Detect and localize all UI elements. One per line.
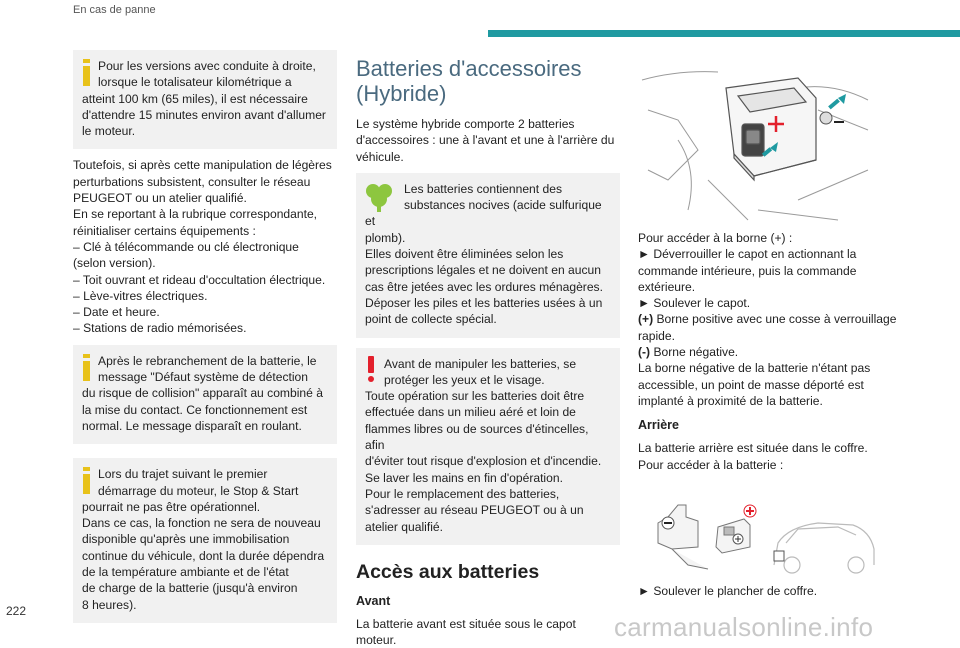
subtitle-rear: Arrière (638, 418, 679, 433)
info-icon (82, 466, 91, 494)
text-line: La batterie avant est située sous le capot (356, 616, 576, 631)
text-line: – Date et heure. (73, 305, 160, 320)
text-line: – Lève-vitres électriques. (73, 288, 208, 303)
text-line: substances nocives (acide sulfurique et (365, 198, 602, 229)
recycle-eco-icon (365, 181, 397, 213)
page-number: 222 (6, 604, 27, 618)
front-battery-illustration (638, 50, 878, 228)
text-line: Le système hybride comporte 2 batteries (356, 117, 575, 131)
text-line: la mise du contact. Ce fonctionnement est (82, 402, 308, 417)
text-line: réinitialiser certains équipements : (73, 223, 256, 238)
text-line: Pour accéder à la batterie : (638, 457, 784, 472)
text-line: Se laver les mains en fin d'opération. (365, 470, 563, 485)
section-title-accessory-batteries: Batteries d'accessoires (356, 56, 582, 81)
text-line: Avant de manipuler les batteries, se (384, 356, 577, 371)
text-line: – Toit ouvrant et rideau d'occultation électrique. (73, 272, 326, 287)
text-line: – Stations de radio mémorisées. (73, 321, 247, 336)
text-line: atteint 100 km (65 miles), il est nécessaire (82, 91, 308, 106)
text-line: véhicule. (356, 149, 404, 164)
text-line: le moteur. (82, 124, 136, 139)
text-line: de charge de la batterie (jusqu'à environ (82, 581, 298, 596)
column-1 (73, 50, 337, 623)
text-line: normal. Le message disparaît en roulant. (82, 418, 302, 433)
text-line: Après le rebranchement de la batterie, le (98, 353, 317, 368)
text-line: La borne négative de la batterie n'étant pas (638, 361, 871, 376)
text-line: s'adresser au réseau PEUGEOT ou à un (365, 503, 584, 518)
text-line: – Clé à télécommande ou clé électronique (73, 239, 299, 254)
note-text (365, 356, 611, 535)
text-line: En se reportant à la rubrique correspondante, (73, 207, 318, 222)
text-line: Lors du trajet suivant le premier (98, 467, 268, 482)
text-line: La batterie arrière est située dans le coffre. (638, 441, 868, 456)
positive-terminal-label: (+) (638, 312, 654, 327)
text-line: (selon version). (73, 256, 156, 271)
positive-terminal-line-2: rapide. (638, 328, 675, 343)
text-line: continue du véhicule, dont la durée dépendra (82, 548, 325, 563)
text-line: lorsque le totalisateur kilométrique a (98, 75, 292, 90)
text-line: protéger les yeux et le visage. (384, 372, 545, 387)
text-line: plomb). (365, 230, 406, 245)
text-line: point de collecte spécial. (365, 312, 497, 327)
text-line: Déposer les piles et les batteries usées à un (365, 295, 603, 310)
text-line: Pour accéder à la borne (+) : (638, 231, 793, 245)
text-line: implanté à proximité de la batterie. (638, 393, 823, 408)
text-line: Pour les versions avec conduite à droite, (98, 59, 316, 73)
text-line: Dans ce cas, la fonction ne sera de nouveau (82, 516, 321, 531)
text-line: perturbations subsistent, consulter le réseau (73, 174, 311, 189)
positive-terminal-line (638, 311, 902, 327)
note-text (82, 466, 328, 613)
info-note-stop-start (73, 458, 337, 623)
section-title-access: Accès aux batteries (356, 560, 540, 583)
text-line: atelier qualifié. (365, 519, 443, 534)
text-line: moteur. (356, 633, 397, 648)
text-line: d'accessoires : une à l'avant et une à l'arrière du (356, 133, 615, 148)
access-steps (638, 230, 902, 311)
info-note-rhd (73, 50, 337, 149)
info-icon (82, 58, 91, 86)
text-line: extérieure. (638, 279, 696, 294)
warning-note (356, 348, 620, 545)
warning-exclamation-icon (365, 356, 377, 384)
eco-note (356, 173, 620, 338)
text-line: pourrait ne pas être opérationnel. (82, 499, 261, 514)
text-line: 8 heures). (82, 597, 137, 612)
text-line: disponible qu'après une immobilisation (82, 532, 290, 547)
note-text (82, 353, 328, 434)
subtitle-front: Avant (356, 593, 391, 608)
rear-battery-illustration (638, 487, 878, 577)
text-line: flammes libres ou de sources d'étincelles, afin (365, 421, 589, 453)
info-icon (82, 353, 91, 381)
last-step: ► Soulever le plancher de coffre. (638, 583, 818, 598)
info-note-collision (73, 345, 337, 444)
text-line: Pour le remplacement des batteries, (365, 486, 560, 501)
rear-paragraph (638, 440, 902, 473)
text-line: Toute opération sur les batteries doit être (365, 389, 585, 404)
text-line: du risque de collision" apparaît au combiné à (82, 386, 323, 401)
text-line: Elles doivent être éliminées selon les (365, 247, 564, 262)
text-line: commande intérieure, puis la commande (638, 263, 857, 278)
text-line: d'éviter tout risque d'explosion et d'incendie. (365, 454, 602, 469)
text-line: démarrage du moteur, le Stop & Start (98, 483, 299, 498)
text-line: message "Défaut système de détection (98, 370, 308, 385)
note-text (365, 181, 611, 328)
negative-terminal-line (638, 344, 902, 360)
column-3 (638, 50, 902, 599)
reset-paragraph (73, 157, 337, 336)
text-line: accessible, un point de masse déporté est (638, 377, 864, 392)
watermark: carmanualsonline.info (614, 612, 874, 642)
positive-terminal-text: Borne positive avec une cosse à verrouillage (653, 312, 897, 327)
text-line: PEUGEOT ou un atelier qualifié. (73, 191, 247, 206)
text-line: prescriptions légales et ne doivent en aucun (365, 263, 601, 278)
column-2 (356, 56, 620, 648)
negative-terminal-label: (-) (638, 345, 651, 360)
text-line: cas être jetées avec les ordures ménagères. (365, 279, 603, 294)
text-line: effectuée dans un milieu aéré et loin de (365, 405, 576, 420)
intro-paragraph (356, 116, 620, 165)
header-accent-bar (488, 30, 960, 37)
text-line: ► Soulever le capot. (638, 296, 751, 311)
section-title-hybrid: (Hybride) (356, 81, 447, 106)
text-line: d'attendre 15 minutes environ avant d'allumer (82, 107, 326, 122)
negative-terminal-info (638, 360, 902, 409)
text-line: ► Déverrouiller le capot en actionnant la (638, 247, 857, 262)
running-header: En cas de panne (73, 4, 156, 16)
negative-terminal-text: Borne négative. (650, 345, 739, 360)
note-text (82, 58, 328, 139)
text-line: de la température ambiante et de l'état (82, 565, 289, 580)
text-line: Toutefois, si après cette manipulation de légères (73, 158, 332, 173)
text-line: Les batteries contiennent des (404, 181, 562, 196)
front-paragraph (356, 616, 620, 648)
